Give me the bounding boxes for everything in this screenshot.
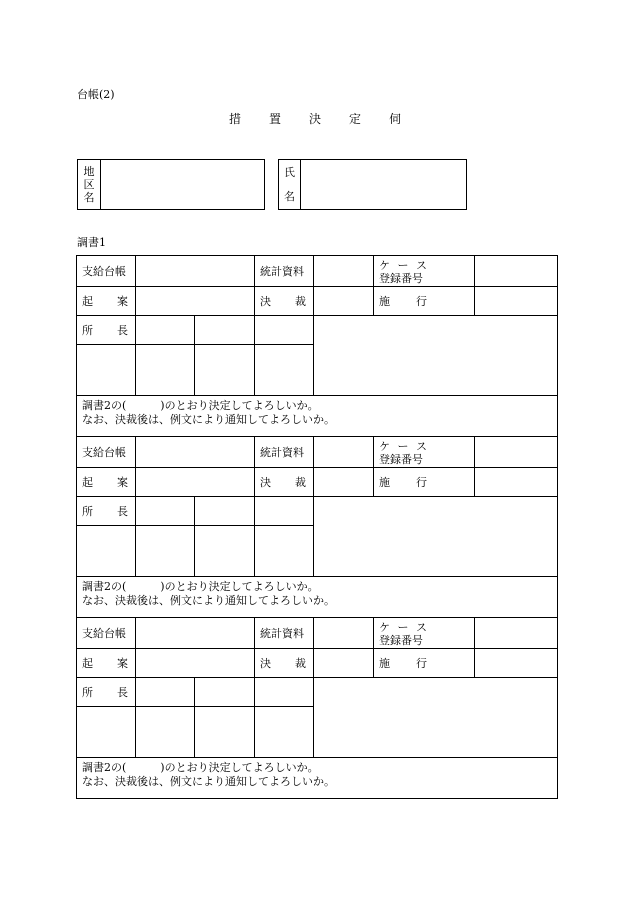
block-row-1 [77, 437, 558, 468]
approval-header-cell [136, 678, 195, 707]
name-label-char: 氏 [284, 166, 295, 179]
draft-label: 起 案 [77, 468, 136, 497]
ledger-label: 支給台帳 [77, 437, 136, 468]
draft-label: 起 案 [77, 649, 136, 678]
decision-label: 決 裁 [255, 468, 314, 497]
stats-field[interactable] [314, 437, 374, 468]
approval-header-cell [255, 497, 314, 526]
approval-header-cell [136, 316, 195, 345]
decision-label: 決 裁 [255, 649, 314, 678]
draft-field[interactable] [136, 649, 255, 678]
title-char: 置 [268, 112, 281, 126]
block-row-3 [77, 497, 558, 526]
decision-block-2 [76, 436, 558, 618]
title-char: 伺 [389, 112, 402, 126]
decision-block-3 [76, 617, 558, 799]
district-label [78, 160, 101, 209]
approval-header-cell [195, 678, 255, 707]
seal-cell[interactable] [195, 526, 255, 577]
block-note-row [77, 577, 558, 618]
draft-field[interactable] [136, 468, 255, 497]
decision-field[interactable] [314, 287, 374, 316]
block-row-2 [77, 649, 558, 678]
seal-cell[interactable] [255, 526, 314, 577]
name-field[interactable] [278, 159, 467, 210]
decision-field[interactable] [314, 649, 374, 678]
case-number-field[interactable] [475, 437, 558, 468]
title-char: 定 [349, 112, 362, 126]
seal-cell[interactable] [195, 345, 255, 396]
enforce-label: 施 行 [374, 468, 475, 497]
approval-header-cell [195, 316, 255, 345]
director-seal-cell[interactable] [77, 707, 136, 758]
approval-note: 調書2の( )のとおり決定してよろしいか。 なお、決裁後は、例文により通知してよろしいか。 [77, 758, 558, 799]
stats-label: 統計資料 [255, 437, 314, 468]
stats-field[interactable] [314, 618, 374, 649]
case-label: ケ ー ス 登録番号 [374, 437, 475, 468]
title-char: 措 [228, 112, 241, 126]
remarks-area[interactable] [314, 497, 558, 577]
approval-header-cell [136, 497, 195, 526]
title-char: 決 [308, 112, 321, 126]
decision-field[interactable] [314, 468, 374, 497]
ledger-field[interactable] [136, 618, 255, 649]
approval-header-cell [195, 497, 255, 526]
page-title [0, 110, 630, 127]
enforce-field[interactable] [475, 649, 558, 678]
name-label [279, 160, 301, 209]
approval-header-cell [255, 678, 314, 707]
stats-label: 統計資料 [255, 618, 314, 649]
name-label-char: 名 [284, 190, 295, 203]
director-seal-cell[interactable] [77, 526, 136, 577]
decision-block-1 [76, 255, 558, 437]
block-row-1 [77, 256, 558, 287]
block-note-row [77, 758, 558, 799]
ledger-field[interactable] [136, 437, 255, 468]
case-label: ケ ー ス 登録番号 [374, 256, 475, 287]
enforce-field[interactable] [475, 287, 558, 316]
enforce-field[interactable] [475, 468, 558, 497]
enforce-label: 施 行 [374, 287, 475, 316]
ledger-field[interactable] [136, 256, 255, 287]
director-label: 所 長 [77, 497, 136, 526]
decision-label: 決 裁 [255, 287, 314, 316]
draft-field[interactable] [136, 287, 255, 316]
document-label: 台帳(2) [77, 88, 115, 101]
case-number-field[interactable] [475, 256, 558, 287]
draft-label: 起 案 [77, 287, 136, 316]
director-label: 所 長 [77, 316, 136, 345]
case-label: ケ ー ス 登録番号 [374, 618, 475, 649]
director-label: 所 長 [77, 678, 136, 707]
district-label-char: 地 [83, 165, 95, 178]
seal-cell[interactable] [255, 707, 314, 758]
seal-cell[interactable] [136, 526, 195, 577]
block-row-1 [77, 618, 558, 649]
remarks-area[interactable] [314, 678, 558, 758]
stats-label: 統計資料 [255, 256, 314, 287]
seal-cell[interactable] [255, 345, 314, 396]
block-note-row [77, 396, 558, 437]
approval-header-cell [255, 316, 314, 345]
seal-cell[interactable] [195, 707, 255, 758]
remarks-area[interactable] [314, 316, 558, 396]
block-row-2 [77, 287, 558, 316]
block-row-3 [77, 678, 558, 707]
district-field[interactable] [77, 159, 265, 210]
district-label-char: 名 [83, 191, 95, 204]
section-label: 調書1 [77, 236, 106, 249]
enforce-label: 施 行 [374, 649, 475, 678]
seal-cell[interactable] [136, 707, 195, 758]
approval-note: 調書2の( )のとおり決定してよろしいか。 なお、決裁後は、例文により通知してよろしいか。 [77, 577, 558, 618]
block-row-2 [77, 468, 558, 497]
district-label-char: 区 [83, 178, 95, 191]
block-row-3 [77, 316, 558, 345]
approval-note: 調書2の( )のとおり決定してよろしいか。 なお、決裁後は、例文により通知してよろしいか。 [77, 396, 558, 437]
director-seal-cell[interactable] [77, 345, 136, 396]
stats-field[interactable] [314, 256, 374, 287]
ledger-label: 支給台帳 [77, 256, 136, 287]
ledger-label: 支給台帳 [77, 618, 136, 649]
seal-cell[interactable] [136, 345, 195, 396]
case-number-field[interactable] [475, 618, 558, 649]
